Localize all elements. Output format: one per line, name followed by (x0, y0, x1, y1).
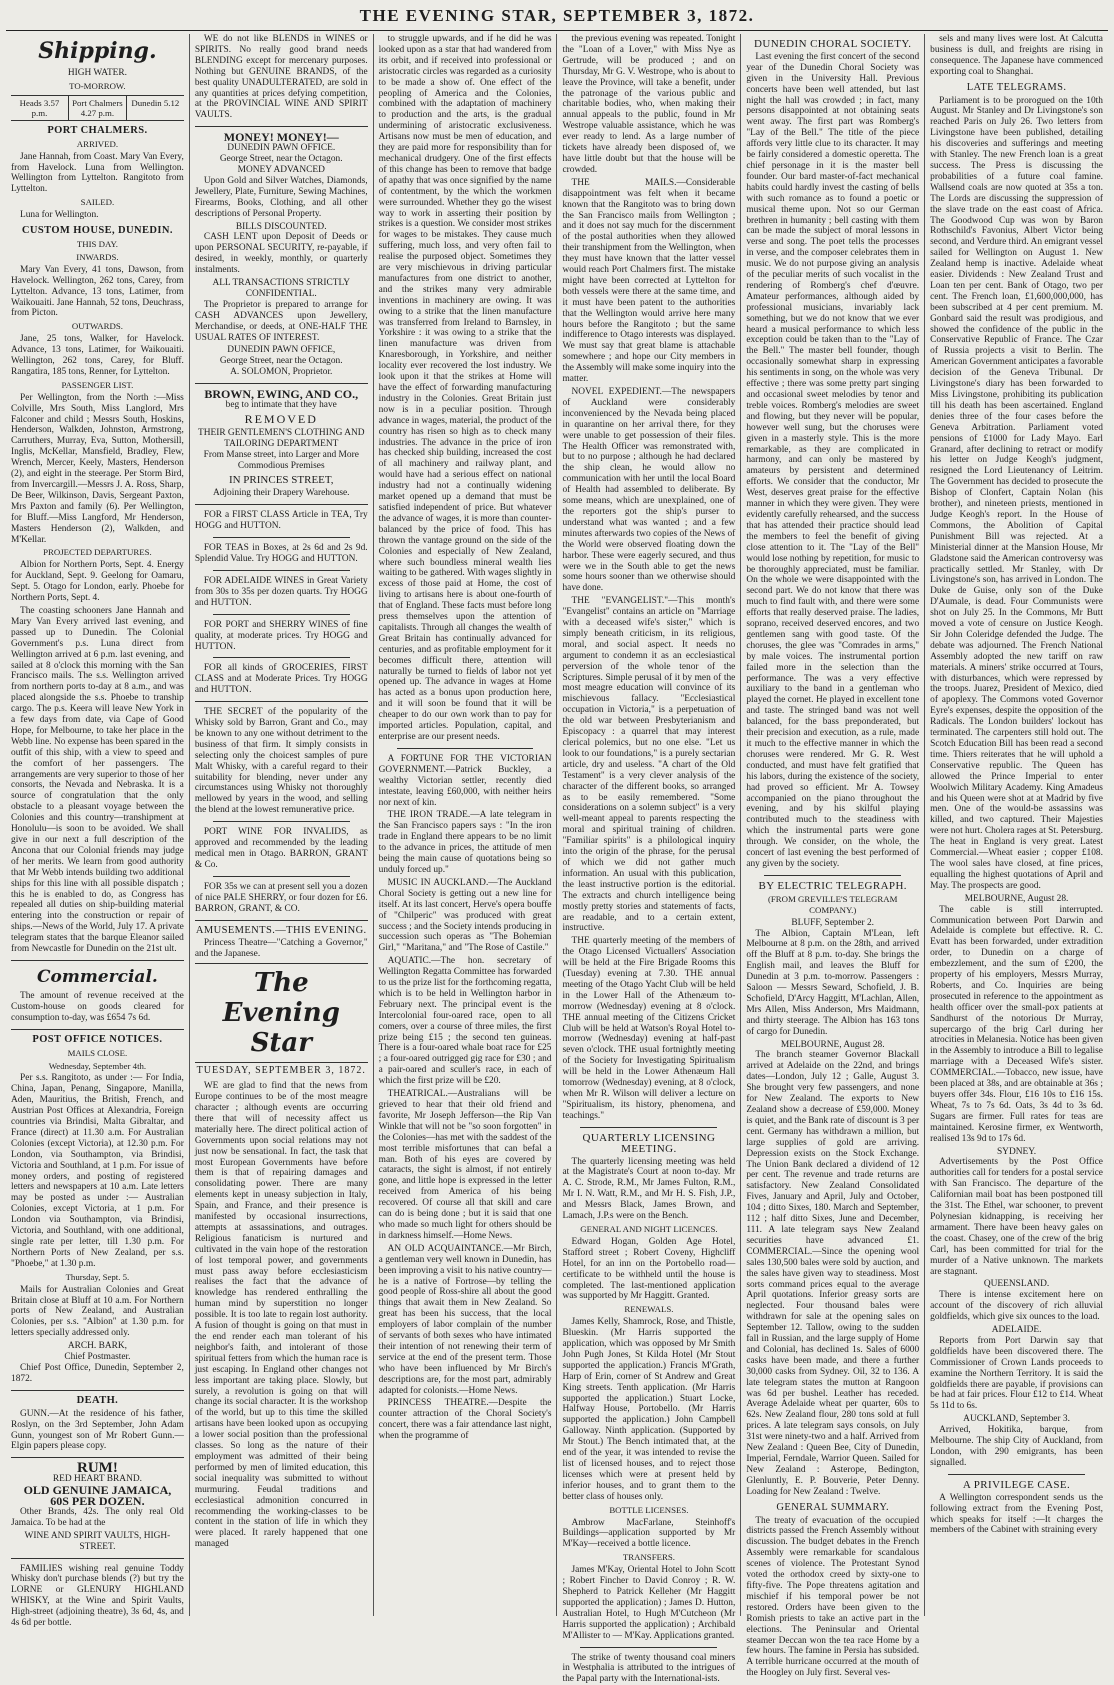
privilege-text: A Wellington correspondent sends us the following extract from the Evening Post, which speaks for itself :—It charges the members of the Cabinet with straining every (930, 1493, 1103, 1537)
divider (764, 875, 901, 876)
sailed-text: Luna for Wellington. (11, 210, 184, 221)
ad-wines-1: FOR ADELAIDE WINES in Great Variety from 30s to 35s per dozen quarts. Try HOGG and HUTTON. (195, 576, 368, 609)
custom-house-heading: CUSTOM HOUSE, DUNEDIN. (11, 226, 184, 237)
high-water-heading: HIGH WATER. (11, 68, 184, 79)
mails-item: THE MAILS.—Considerable disappointment was felt when it became known that the Rangitoto was to bring down the San Francisco mails from Wellington ; and it does not say much for the discernment of the postal authorities when they allowed their transhipment from the Wellington, when they must have known that the latter vessel would reach Port Chalmers first. The mistake might have been corrected at Lyttelton for both vessels were there at the same time, and it must have been patent to the authorities that the Wellington would arrive here many hours before the Rangitoto ; but the same indifference to Otago interests was displayed. We must say that great blame is attachable somewhere ; and hope our City members in the Assembly will make some inquiry into the matter. (562, 178, 735, 385)
privilege-heading: A PRIVILEGE CASE. (930, 1480, 1103, 1491)
outwards-heading: OUTWARDS. (11, 321, 184, 332)
renewals-heading: RENEWALS. (562, 1304, 735, 1315)
arrived-text: Jane Hannah, from Coast. Mary Van Every, from Havelock. Luna from Wellington. Wellington from Lyttelton. Rangitoto from Lyttelton. (11, 152, 184, 196)
masthead: THE EVENING STAR, SEPTEMBER 3, 1872. (6, 0, 1108, 31)
divider (397, 748, 534, 749)
thursday-label: Thursday, Sept. 5. (11, 1272, 184, 1283)
iron-trade-item: THE IRON TRADE.—A late telegram in the San Francisco papers says : "In the iron trade in England there appears to be no limit to the advance in prices, the attitude of men being the main cause of quotations being so unduly forced up." (379, 810, 552, 875)
summary-heading: GENERAL SUMMARY. (746, 1503, 919, 1514)
amusements-heading: AMUSEMENTS.—THIS EVENING. (195, 926, 368, 937)
music-item: MUSIC IN AUCKLAND.—The Auckland Choral Society is getting out a new line for itself. At its last concert, Herve's opera bouffe of "Chilperic" was produced with great success ; and the Society intends producing in succession such operas as "The Bohemian Girl," "Maritana," and "The Rose of Castile." (379, 878, 552, 954)
ad-tea-2: FOR TEAS in Boxes, at 2s 6d and 2s 9d. Splendid Value. Try HOGG and HUTTON. (195, 543, 368, 565)
pawn-office: DUNEDIN PAWN OFFICE. (195, 143, 368, 154)
divider (11, 1457, 184, 1458)
renewals-text: James Kelly, Shamrock, Rose, and Thistle, Blueskin. (Mr Harris supported the application, which was opposed by Mr Smith John Pugh Jones, St Kilda Hotel (Mr Stout supported the application.) Francis M'Grath, Harp of Erin, corner of St Andrew and Great King streets. Tenth application. (Mr Harris supported the application.) Stuart Locke, Halfway House, Portobello. (Mr Harris supported the application.) John Campbell Galloway. Ninth application. (Supported by Mr Stout.) The Bench intimated that, at the end of the year, it was intended to revise the list of licensed houses, and to reject those licenses which were at present held by inferior houses, and to grant them to the better class of houses only. (562, 1317, 735, 1502)
in-princes: IN PRINCES STREET, (195, 475, 368, 486)
transfers-heading: TRANSFERS. (562, 1552, 735, 1563)
acquaintance-item: AN OLD ACQUAINTANCE.—Mr Birch, a gentleman very well known in Dunedin, has been improving a visit to his native country—he is a native of Fortrose—by telling the good people of Ross-shire all about the good things that await them in New Zealand. So great has been his success, that the local employers of labor complain of the number of servants of both sexes who have intimated their intention of not renewing their term of service at the end of the present term. Those who have been influenced by Mr Birch's descriptions are, for the most part, admirably adapted for colonists.—Home News. (379, 1244, 552, 1397)
ad-tea-1: FOR a FIRST CLASS Article in TEA, Try HOGG and HUTTON. (195, 510, 368, 532)
passenger-text: Per Wellington, from the North :—Miss Colville, Mrs South, Miss Langlord, Mrs Falconer and child ; Messrs South, Hoskins, Henderson, Walkden, Johnston, Armstrong, Carruthers, Murray, Eva, Sutton, Mothersill, Inglis, McKellar, Mansfield, Bradley, Flew, Wrench, Mercer, Keely, Masters, Henderson (2), and eight in the steerage. Per Storm Bird, from Invercargill.—Messrs J. A. Ross, Sharp, De Beer, Wilkinson, Davis, Sergeant Paxton, Mrs Paxton and family (6). Per Wellington, for Bluff.—Miss Langford, Mr Henderson, Masters Henderson (2), Walkden, and M'Kellar. (11, 393, 184, 546)
red-heart: RED HEART BRAND. (11, 1474, 184, 1485)
paper-title: The Evening Star (195, 968, 368, 1058)
chief-postmaster: Chief Postmaster. (11, 1352, 184, 1363)
bottle-heading: BOTTLE LICENSES. (562, 1505, 735, 1516)
melbourne-text: The branch steamer Governor Blackall arrived at Adelaide on the 22nd, and brings dates—London, July 12 ; Galle, August 3. She brought very few passengers, and none for New Zealand. The exports to New Zealand show a decrease of £59,000. Money is quiet, and the Bank rate of discount is 3 per cent. Germany has withdrawn a million, but large supplies of gold are arriving. Depression exists on the Stock Exchange. The Union Bank declared a dividend of 12 per cent. The revenue and trade returns are satisfactory. New Zealand Consolidated Fives, January and April, July and October, 104 ; ditto Sixes, 180. March and September, 112 ; half ditto Sixes, June and December, 111. A late telegram says New Zealand securities have advanced £1. COMMERCIAL.—Since the opening wool sales 130,500 bales were sold by auction, and the sales have given way to steadiness. Most sorts command prices equal to the average April quotations. Inferior greasy sorts are neglected. Four thousand bales were withdrawn for sale at the opening sales on September 12. Tallow, owing to the sudden fall in Russian, and the large supply of Home and Colonial, has declined 1s. Sales of 6000 casks have been made, and there a further 30,000 casks from Sydney. Oil, 32 to 136. A late telegram states the mutton at Rangoon was 6d per bushel. Leather has receded. Average Adelaide wheat per quarter, 60s to 62s. New Zealand flour, 280 tons sold at full prices. A late telegram says consols, on July 31st were ninety-two and a half. Arrived from New Zealand : Queen Bee, City of Dunedin, Imperial, Ferndale, Warrior Queen. Sailed for New Zealand : Asterope, Bedington, Glenluntly, E. P. Bouverie, Peter Denny. Loading for New Zealand : Twelve. (746, 1050, 919, 1497)
proprietor-text: The Proprietor is prepared to arrange for CASH ADVANCES upon Jewellery, Merchandise, or deeds, at ONE-HALF THE USUAL RATES OF INTEREST. (195, 300, 368, 344)
licensing-heading: QUARTERLY LICENSING MEETING. (562, 1133, 735, 1155)
novel-item: NOVEL EXPEDIENT.—The newspapers of Auckland were considerably inconvenienced by the Nevada being placed in quarantine on her arrival there, for they were unable to get possession of their files. The Health Officer was remonstrated with, but to no purpose ; although he had declared the ship clean, he would allow no communication with her until the local Board of Health had assembled to deliberate. By some means, which are unexplained, one of the reporters got the ship's purser to understand what was wanted ; and a few minutes afterwards two copies of the News of the World were observed floating down the harbor. These were eagerly secured, and thus were we in the South able to get the news some hours sooner than we otherwise should have done. (562, 387, 735, 594)
adjoining: Adjoining their Drapery Warehouse. (195, 488, 368, 499)
evangelist-item: THE "EVANGELIST."—This month's "Evangelist" contains an article on "Marriage with a deceased wife's sister," which is simply beneath criticism, in its religious, moral, and social aspect. It needs no argument to condemn it as an ecclesiastical perversion of the whole tenor of the Scriptures. Simple perusal of it by men of the most meagre education will convince of its mischievous fallacy. "Ecclesiastical occupation in Victoria," is a perpetuation of the old war between Presbyterianism and Episcopacy : a quarrel that may interest clerical polemics, but no one else. "Let us look to our foundations," is a purely sectarian article, dry and useless. "A chart of the Old Testament" is a very clever analysis of the character of the different books, so arranged as to be easily remembered. "Some considerations on a solemn subject" is a very well-meant appeal to parents respecting the moral and spiritual training of children. "Familiar spirits" is a philological inquiry into the origin of the phrase, for the perusal of which we did not gather much information. An usual with this publication, the least instructive portion is the editorial. The extracts and church intelligence being mostly pretty stories and statements of facts, are readable, and to a certain extent, instructive. (562, 596, 735, 934)
pawn-office-2: DUNEDIN PAWN OFFICE, (195, 345, 368, 356)
column-5 (741, 34, 925, 1616)
projected-text: Albion for Northern Ports, Sept. 4. Energy for Auckland, Sept. 9. Geelong for Oamaru, Sept. 5. Otago for London, early. Phoebe for Northern Ports, Sept. 4. (11, 560, 184, 604)
brown-text: beg to intimate that they have (195, 400, 368, 411)
divider (580, 1127, 717, 1128)
mails-close-heading: MAILS CLOSE. (11, 1048, 184, 1059)
column-4 (557, 34, 741, 1616)
late-telegrams-heading: LATE TELEGRAMS. (930, 83, 1103, 94)
column-1 (6, 34, 190, 1616)
general-licences-text: Edward Hogan, Golden Age Hotel, Stafford street ; Robert Coveny, Highcliff Hotel, for an inn on the Portobello road—certificate to be withheld until the house is completed. The last-mentioned application was supported by Mr Haggitt. Granted. (562, 1237, 735, 1302)
sydney-text: Advertisements by the Post Office authorities call for tenders for a postal service with San Francisco. The departure of the Californian mail boat has been postponed till the 31st. The Ethel, war schooner, to prevent Polynesian kidnapping, is receiving her armament. There have been heavy gales on the coast. Chasey, one of the crew of the brig Carl, has been committed for trial for the murder of a Native unknown. The markets are stagnant. (930, 1157, 1103, 1277)
divider (11, 960, 184, 961)
tide-table (11, 95, 184, 121)
money-heading: MONEY! MONEY!— (195, 132, 368, 143)
mails-text: Per s.s. Rangitoto, as under :— For India, China, Japan, Penang, Singapore, Manilla, Aden, Mauritius, the British, French, and Austrian Post Offices at Alexandria, Foreign countries via Brindisi, Malta Gibraltar, and France (direct) at 11.30 a.m. For Australian Colonies (except Victoria), at 12.30 p.m. For London, via Southampton, via Brindisi, Victoria and Southland, at 1 p.m. For issue of money orders, and posting of registered letters and newspapers at 10 a.m. Late letters may be posted as under :— Australian Colonies, except Victoria, at 1 p.m. For London via Southampton, via Brindisi, Victoria, and Southland, with one additional, single rate per letter, till 1.30 p.m. For Northern Ports of New Zealand, per s.s. "Phoebe," at 1.30 p.m. (11, 1073, 184, 1269)
inwards-text: Mary Van Every, 41 tons, Dawson, from Havelock. Wellington, 262 tons, Carey, from Lyttelton. Advance, 13 tons, Latimer, from Waikouaiti. Jane Hannah, 52 tons, Deuchrass, from Picton. (11, 265, 184, 320)
divider (580, 1647, 717, 1648)
old-genuine: OLD GENUINE JAMAICA, (11, 1485, 184, 1496)
families-ad: FAMILIES wishing real genuine Toddy Whisky don't purchase blends (?) but try the LORNE or GLENURY HIGHLAND WHISKY, at the Wine and Spirit Vaults, High-street (adjoining theatre), 3s 6d, 4s, and 4s 6d per bottle. (11, 1564, 184, 1629)
bluff-date: BLUFF, September 2. (746, 918, 919, 929)
divider (213, 570, 350, 571)
transfers-text: James M'Kay, Oriental Hotel to John Scott ; Robert Fincher to David Conroy ; R. W. Shepherd to Patrick Kelleher (Mr Haggitt supported the application) ; James D. Hutton, Australian Hotel, to Hugh M'Cutcheon (Mr Harris supported the application) ; Archibald M'Allister to — M'Kay. Applications granted. (562, 1565, 735, 1641)
column-6 (925, 34, 1108, 1616)
paper-title-box (195, 963, 368, 1063)
newspaper-page (0, 31, 1114, 1616)
fortune-item: A FORTUNE FOR THE VICTORIAN GOVERNMENT.—Patrick Buckley, a wealthy Victorian settler, recently died intestate, leaving £60,000, with neither heirs nor next of kin. (379, 754, 552, 809)
editorial-cont: to struggle upwards, and if he did he was looked upon as a star that had wandered from its orbit, and if received into professional or aristocratic circles was regarded as a curiosity to be made a show of. One effect of the peopling of America and the Colonies, combined with the adaptation of machinery to production and the arts, is the gradual undermining of aristocratic exclusiveness. Artisans now must be men of education, and they are paid more for responsibility than for mechanical drudgery. One of the first effects of this change has been to remove that badge of apathy that was once signified by the name of contentment, by the which the workmen were surrounded. Whether they go the wisest way to work in asserting their position by strikes is a question. We consider most strikes for wages to be mistakes. They cause much suffering, much loss, and very often fail to realise the purposed object. Sometimes they are very mischievous in driving particular manufactures from one district to another, and the strikes many very admirable inventions in machinery are owing. It was owing to a strike that the linen manufacture was transferred from Ireland to Barnsley, in Yorkshire : it was owing to a strike that the linen manufacture was driven from Knaresborough, in Yorkshire, and neither locality ever recovered the lost industry. We look upon it that the strikes at Home will have the effect of forwarding manufacturing industry in the Colonies. Great Britain just now is in a peculiar position. Through advance in wages, material, the product of the country has risen so high as to check many industries. The advance in the price of iron has checked ship building, increased the cost of all machinery and railway plant, and would have had a serious effect on national industry had not a continually widening market opened up a demand that must be satisfied independent of price. But whatever the advance of wages, it is more than counter-balanced by the price of food. This has thrown the vantage ground on the side of the Colonies and especially of New Zealand, where such boundless mineral wealth lies waiting to be gathered. With wages slightly in excess of those paid at Home, the cost of living to artisans here is about one-fourth of that of England. These facts must before long press themselves upon the attention of capitalists. Through all changes the wealth of Great Britain has continually advanced for centuries, and as profitable employment for it becomes difficult there, attention will naturally be turned to fields of labor not yet opened up. The advance in wages at Home has acted as a bonus upon production here, and it will soon be found that it will be cheaper to do our own work than to pay for imported articles. Population, capital, and enterprise are our present needs. (379, 34, 552, 743)
summary-text: The treaty of evacuation of the occupied districts passed the French Assembly without discussion. The budget debates in the French Assembly were remarkable for scandalous scenes of violence. The Protestant Synod voted the orthodox creed by sixty-one to fifty-five. The Pope threatens agitation and mischief if his temporal power be not restored. Orders have been given to the Romish priests to take an active part in the elections. The Peninsular and Oriental steamer Deccan won the tea race Home by a few hours. The famine in Persia has subsided. A terrible hurricane occurred at the mouth of the Hoogley on July first. Several ves- (746, 1516, 919, 1680)
cash-lent: CASH LENT upon Deposit of Deeds or upon PERSONAL SECURITY, re-payable, if desired, in weekly, monthly, or quarterly instalments. (195, 232, 368, 276)
death-text: GUNN.—At the residence of his father, Roslyn, on the 3rd September, John Adam Gunn, youngest son of Mr Robert Gunn.—Elgin papers please copy. (11, 1409, 184, 1453)
clothing-dept: THEIR GENTLEMEN'S CLOTHING AND TAILORING DEPARTMENT (195, 428, 368, 450)
licensing-text: The quarterly licensing meeting was held at the Magistrate's Court at noon to-day. Mr A. C. Strode, R.M., Mr James Fulton, R.M., Mr I. N. Watt, R.M., and Mr H. S. Fish, J.P., and Messrs Black, James Brown, and Lamach, J.P.s were on the Bench. (562, 1157, 735, 1222)
theatrical-item: THEATRICAL.—Australians will be grieved to hear that their old friend and favorite, Mr Joseph Jefferson—the Rip Van Winkle that will not be "so soon forgotten" in the Colonies—has met with the saddest of the most terrible misfortunes that can befal a man. Both of his eyes are covered by cataracts, the sight is almost, if not entirely gone, and little hope is expressed in the letter received from America of his being recovered. Of course all that skill and care can do is being done ; but it is said that one who made so much light for others should be in darkness himself.—Home News. (379, 1089, 552, 1242)
late-telegrams-text: Parliament is to be prorogued on the 10th August. Mr Stanley and Dr Livingstone's son reached Paris on July 26. Two letters from Livingstone have been published, detailing his discoveries and sufferings and meeting with Stanley. The new French loan is a great success. The Press is discussing the probabilities of a future coal famine. Wallsend coals are now quoted at 35s a ton. The Lords are discussing the suppression of the slave trade on the east coast of Africa. The Goodwood Cup was won by Baron Rothschild's Favonius, Albert Victor being second, and Verdure third. An emigrant vessel sailed for Wellington on August 1. New Zealand hemp is inactive. Adelaide wheat easier. Dividends : New Zealand Trust and Loan ten per cent. Bank of Otago, two per cent. The French loan, £1,600,000,000, has been subscribed at 4 per cent premium. M. Gonbard said the result was prodigious, and showed the confidence of the public in the Conservative Republic of France. The Czar of Russia projects a visit to Berlin. The American Government anticipates a favorable decision of the Geneva Tribunal. Dr Livingstone's diary has been forwarded to Miss Livingstone, prohibiting its publication till his death has been ascertained. England denies three of the four cases before the Geneva Arbitration. Parliament voted pensions of £1000 for Lady Mayo. Earl Granard, after declining to retract or modify his letter on Judge Keogh's judgment, resigned the Lord Lieutenancy of Leitrim. The Government has decided to prosecute the Bishop of Clonfert, Captain Nolan (his brother), and nineteen priests, mentioned in Judge Keogh's report. In the House of Commons, the Abolition of Capital Punishment Bill was rejected. At a Ministerial dinner at the Mansion House, Mr Gladstone said the American controversy was practically settled. Mr Stanley, with Dr Livingstone's son, has arrived in London. The Duke de Guise, only son of the Duke D'Aumale, is dead. Four Communists were shot on July 25. In the Commons, Mr Butt moved a vote of censure on Justice Keogh. Sir John Coleridge defended the Judge. The debate was adjourned. The French National Assembly adopted the new tariff on raw materials. A miners' strike occurred at Tours, with disturbances, which were repressed by the troops. Juarez, President of Mexico, died of apoplexy. The Commons voted Governor Eyre's expenses, despite the opposition of the Radicals. The London builders' lockout has terminated. The carpenters still hold out. The Scotch Education Bill has been read a second time. Thiers reiterates that he will uphold a Conservative republic. The Queen has allowed the Prince Imperial to enter Woolwich Military Academy. King Amadeus and his Queen were shot at at Madrid by five men. One of the would-be assassins was killed, and two captured. Their Majesties were not hurt. Cholera rages at St. Petersburg. The heat in England is very great. Latest Commercial.—Wheat easier ; copper £108. The wool sales have closed, at fine prices, equalling the highest quotations of April and May. The prospects are good. (930, 96, 1103, 892)
pawn-text: Upon Gold and Silver Watches, Diamonds, Jewellery, Plate, Furniture, Sewing Machines, Firearms, Books, Clothing, and all other descriptions of Personal Property. (195, 176, 368, 220)
melbourne-date: MELBOURNE, August 28. (746, 1040, 919, 1051)
summary-cont: sels and many lives were lost. At Calcutta business is dull, and freights are rising in consequence. The Japanese have commenced exporting coal to Shanghai. (930, 34, 1103, 78)
pawn-address-2: George Street, near the Octagon. (195, 356, 368, 367)
ad-port: PORT WINE FOR INVALIDS, as approved and recommended by the leading medical men in Otago. BARRON, GRANT & Co. (195, 827, 368, 871)
shipping-news: The coasting schooners Jane Hannah and Mary Van Every arrived last evening, and passed up to Dunedin. The Colonial Government's p.s. Luna direct from Wellington arrived at 6 p.m. last evening, and sailed at 8 o'clock this morning with the San Francisco mails. The s.s. Wellington arrived from northern ports to-day at 8 a.m., and was placed alongside the s.s. Phoebe to tranship cargo. The p.s. Keera will leave New York in a few days from date, via Cape of Good Hope, for Melbourne, to take her place in the Webb line. No expense has been spared in the outfit of this ship, with a view to speed and the comfort of her passengers. The arrangements are very superior to those of her consorts, the Nevada and Nebraska. It is a source of congratulation that the only obstacle to a pleasant voyage between the Colonies and this country—transhipment at Honolulu—is soon to be avoided. We shall give in our next a full description of the Ancona that our Colonial friends may judge of her merits. We learn from good authority that Mr Webb intends building two additional ships for this line with all possible dispatch ; this he is enabled to do, as Congress has repealed all duties on ship-building material entering into the construction or repair of ships.—News of the World, July 17. A private telegram states that the barque Eleanor sailed from Newcastle for Dunedin on the 21st ult. (11, 606, 184, 955)
sailed-heading: SAILED. (11, 197, 184, 208)
ad-secret: THE SECRET of the popularity of the Whisky sold by Barron, Grant and Co., may be known to any one without detriment to the business of that firm. It simply consists in selecting only the choicest samples of pure Malt Whisky, with a careful regard to their suitability for blending, never under any circumstances using Whisky not thoroughly mellowed by years in the wood, and selling the blend at the lowest remunerative price. (195, 707, 368, 816)
brown-ewing: BROWN, EWING, AND CO., (195, 389, 368, 400)
tomorrow-label: TO-MORROW. (11, 81, 184, 92)
queensland-heading: QUEENSLAND. (930, 1279, 1103, 1290)
amusements-text: Princess Theatre—"Catching a Governor," and the Japanese. (195, 938, 368, 960)
divider (11, 1390, 184, 1391)
projected-heading: PROJECTED DEPARTURES. (11, 547, 184, 558)
divider (11, 1029, 184, 1030)
arch-bark: ARCH. BARK, (11, 1341, 184, 1352)
column-2 (190, 34, 374, 1616)
commercial-heading: Commercial. (11, 966, 184, 988)
solomon-proprietor: A. SOLOMON, Proprietor. (195, 367, 368, 378)
this-day-label: THIS DAY. (11, 239, 184, 250)
column-3 (374, 34, 558, 1616)
melbourne-text-2: The cable is still interrupted. Communication between Port Darwin and Adelaide is complete but effective. R. C. Evatt has been forwarded, under extradition order, to Dunedin on a charge of embezzlement, and the sum of £200, the property of his employers, Messrs Murray, Roberts, and Co. Inquiries are being prosecuted in reference to the appointment as health officer over the small-pox patients at Sandhurst of the notorious Dr Murray, supercargo of the brig Carl during her atrocities in Melanesia. Notice has been given in the Assembly to introduce a Bill to legalise marriage with a Deceased Wife's sister. COMMERCIAL.—Tobacco, new issue, have been placed at 38s, and are obtainable at 36s ; buyers offer 34s. Flour, £16 10s to £16 15s. Wheat, 7s to 7s 6d. Oats, 3s 4d to 3s 6d. Sugars are firmer. Full rates for teas are maintained. Kerosine firmer, ex Wentworth, realised 13s 9d to 17s 6d. (930, 905, 1103, 1145)
wednesday-label: Wednesday, September 4th. (11, 1061, 184, 1072)
per-dozen: 60S PER DOZEN. (11, 1496, 184, 1507)
from-manse: From Manse street, into Larger and More Commodious Premises (195, 450, 368, 472)
tide-heads: Heads 3.57 p.m. (11, 96, 69, 120)
death-heading: DEATH. (11, 1396, 184, 1407)
melbourne-date-2: MELBOURNE, August 28. (930, 894, 1103, 905)
divider (213, 821, 350, 822)
removed: REMOVED (195, 414, 368, 425)
divider (213, 537, 350, 538)
queensland-text: There is intense excitement here on account of the discovery of rich alluvial goldfields, which give six ounces to the load. (930, 1290, 1103, 1323)
princess-cont: the previous evening was repeated. Tonight the "Loan of a Lover," with Miss Nye as Gertrude, will be produced ; and on Thursday, Mr G. V. Westrope, who is about to leave the Province, will take a benefit, under the patronage of the various public and charitable bodies, who, when making their annual appeals to the public, found in Mr Westrope valuable assistance, which he was ever ready to lend. As a large number of tickets have already been disposed of, we have little doubt but that the house will be crowded. (562, 34, 735, 176)
inwards-heading: INWARDS. (11, 252, 184, 263)
divider (195, 383, 368, 384)
ad-sherry: FOR 35s we can at present sell you a dozen of nice PALE SHERRY, or four dozen for £6. BARRON, GRANT, & CO. (195, 882, 368, 915)
divider (11, 1558, 184, 1559)
ad-blends: WE do not like BLENDS in WINES or SPIRITS. No really good brand needs BLENDING except for mercenary purposes. Nothing but GENUINE BRANDS, of the best quality UNADULTERATED, are sold in any quantities at prices defying competition, at the PROVINCIAL WINE AND SPIRIT VAULTS. (195, 34, 368, 121)
wine-vaults: WINE AND SPIRIT VAULTS, HIGH-STREET. (11, 1531, 184, 1553)
sydney-heading: SYDNEY. (930, 1147, 1103, 1158)
divider (195, 920, 368, 921)
auckland-date: AUCKLAND, September 3. (930, 1414, 1103, 1425)
all-transactions: ALL TRANSACTIONS STRICTLY CONFIDENTIAL. (195, 278, 368, 300)
meeting-notices: THE quarterly meeting of the members of the Otago Licensed Victuallers' Association will be held at the Fire Brigade Rooms this (Tuesday) evening at 7.30. THE annual meeting of the Otago Yacht Club will be held in the Lower Hall of the Athenæum to-morrow (Wednesday) evening at 8 o'clock. THE annual meeting of the Citizens Cricket Club will be held at Watson's Royal Hotel to-morrow (Wednesday) evening at half-past seven o'clock. THE usual fortnightly meeting of the Society for Investigating Spiritualism will be held in the Lower Athenæum Hall tomorrow (Wednesday) evening, at 8 o'clock, when Mr R. Wilson will deliver a lecture on "Spiritualism, its history, phenomena, and teachings." (562, 936, 735, 1121)
commercial-text: The amount of revenue received at the Custom-house on goods cleared for consumption to-day, was £654 7s 6d. (11, 991, 184, 1024)
divider (195, 701, 368, 702)
divider (213, 657, 350, 658)
divider (195, 504, 368, 505)
choral-text: Last evening the first concert of the second year of the Dunedin Choral Society was given in the University Hall. Previous concerts have been well attended, but last night the hall was crowded ; in fact, many persons disappointed at not obtaining seats went away. The first part was Romberg's "Lay of the Bell." The title of the piece affords very little clue to its character. It may be fairly considered a domestic operetta. The chief personage in it is the master bell founder. Our bard master-of-fact mechanical habits could hardly invest the casting of bells with such romance as to found a poetic or musical theme upon. Not so our German brethren in humanity ; bell casting with them can be made the subject of moral lessons in verse and song. The poet tells the processes in verse, and the composer celebrates them in music. We do not purpose giving an analysis of the peculiar merits of such vocalist in the rendering of Romberg's chef d'œuvre. Amateur performances, although aided by professional musicians, invariably lack something, but we do not know that we ever heard a musical performance to which less exception could be taken than to the "Lay of the Bell." The master bell founder, though occasionally somewhat sharp in expressing his sentiments in song, on the whole was very effective ; there was some pretty part singing and occasional sweet melodies by tenor and treble voices. Romberg's melodies are sweet and flowing, but they never will be popular, however well sung, but the choruses were given in a masterly style. This is the more remarkable, as they are complicated in harmony, and can only be mastered by amateurs by persistent and determined efforts. We consider that the conductor, Mr West, deserves great praise for the effective manner in which they were given. They were evidently carefully rehearsed, and the success that has attended their practice should lead the members to feel the benefit of giving close attention to it. The "Lay of the Bell" would lose nothing by repetition, for music to be thoroughly appreciated, must be familiar. On the whole we were disappointed with the second part. We do not know that there was much to find fault with, and there were some efforts that really deserved praise. The ladies, soprano, received deserved encores, and two gentlemen sang with good taste. Of the choruses, the glee was "Comrades in arms," by male voices. The instrumental portion failed more in the selection than the performance. The was a very effective auxiliary to the band in a gentleman who played the cornet. He played in excellent tone and taste. The stringed band was not well balanced, for the bass preponderated, but their precision and execution, as a rule, made it much to the effective manner in which the choruses were rendered. Mr G. R. West conducted, and must have felt gratified that his labors, during the existence of the society, had proved so efficient. Mr A. Towsey accompanied on the piano throughout the evening, and by his skilful playing contributed much to the steadiness with which the instrumental parts were gone through. We consider, on the whole, the concert of last evening the best performed of any given by the society. (746, 52, 919, 870)
divider (213, 876, 350, 877)
tide-port: Port Chalmers 4.27 p.m. (69, 96, 127, 120)
adelaide-text: Reports from Port Darwin say that goldfields have been discovered there. The Commissioner of Crown Lands proceeds to examine the Northern Territory. It is said the goldfields there are payable, if provisions can be had at fair prices. Flour £12 to £14. Wheat 5s 11d to 6s. (930, 1336, 1103, 1412)
divider (213, 614, 350, 615)
post-office-heading: POST OFFICE NOTICES. (11, 1035, 184, 1046)
bluff-text: The Albion, Captain M'Lean, left Melbourne at 8 p.m. on the 28th, and arrived off the Bluff at 8 p.m. to-day. She brings the English mail, and leaves the Bluff for Dunedin at 3 p.m. to-morrow. Passengers : Saloon — Messrs Seward, Schofield, J. B. Schofield, D'Arcy Haggitt, M'Lachlan, Allen, Mrs Allen, Miss Anderson, Mrs Maidmann, and thirty steerage. The Albion has 163 tons of cargo for Dunedin. (746, 929, 919, 1038)
rum-heading: RUM! (11, 1463, 184, 1474)
strike-item: The strike of twenty thousand coal miners in Westphalia is attributed to the intrigues of the Papal party with the International-ists. (562, 1653, 735, 1685)
aquatic-item: AQUATIC.—The hon. secretary of Wellington Regatta Committee has forwarded to us the prize list for the forthcoming regatta, which is to be held in Wellington harbor in February next. The principal event is the Intercolonial four-oared race, open to all comers, over a course of three miles, the first prize being £15 ; the second ten guineas. There is a four-oared whale boat race for £25 ; a four-oared outrigged gig race for £30 ; and a pair-oared and sculler's race, in each of which the first prize will be £20. (379, 956, 552, 1087)
pawn-address: George Street, near the Octagon. (195, 154, 368, 165)
ad-wines-2: FOR PORT and SHERRY WINES of fine quality, at moderate prices. Try HOGG and HUTTON. (195, 620, 368, 653)
ad-grocer: FOR all kinds of GROCERIES, FIRST CLASS and at Moderate Prices. Try HOGG and HUTTON. (195, 663, 368, 696)
mails-text-2: Mails for Australian Colonies and Great Britain close at Bluff at 10 a.m. For Northern ports of New Zealand, and Australian Colonies, per s.s. "Albion" at 1.30 p.m. for letters specially addressed only. (11, 1285, 184, 1340)
general-licences-heading: GENERAL AND NIGHT LICENCES. (562, 1224, 735, 1235)
port-chalmers-heading: PORT CHALMERS. (11, 126, 184, 137)
telegraph-heading: BY ELECTRIC TELEGRAPH. (746, 881, 919, 892)
paper-date: TUESDAY, SEPTEMBER 3, 1872. (195, 1066, 368, 1077)
other-brands: Other Brands, 42s. The only real Old Jamaica. To be had at the (11, 1507, 184, 1529)
outwards-text: Jane, 25 tons, Walker, for Havelock. Advance, 13 tons, Latimer, for Waikouaiti. Wellington, 262 tons, Carey, for Bluff. Rangatira, 185 tons, Renner, for Lyttelton. (11, 334, 184, 378)
tide-dunedin: Dunedin 5.12 (127, 96, 184, 120)
money-advanced: MONEY ADVANCED (195, 165, 368, 176)
arrived-heading: ARRIVED. (11, 139, 184, 150)
bills-discounted: BILLS DISCOUNTED. (195, 222, 368, 233)
adelaide-heading: ADELAIDE. (930, 1325, 1103, 1336)
divider (948, 1474, 1085, 1475)
shipping-heading: Shipping. (11, 38, 184, 64)
auckland-text: Arrived, Hokitika, barque, from Melbourne. The ship City of Auckland, from London, with 290 emigrants, has been signalled. (930, 1425, 1103, 1469)
bottle-text: Ambrow MacFarlane, Steinhoff's Buildings—application supported by Mr M'Kay—received a bottle licence. (562, 1518, 735, 1551)
editorial: WE are glad to find that the news from Europe continues to be of the most meagre character ; although events are occurring there that will of necessity affect us materially here. The direct political action of Governments upon social relations may not just now be sensational. In fact, the task that most European Governments have before them is that of repairing damages and consolidating power. There are many elements kept in uneasy subjection in Italy, Spain, and France, and their presence is manifested by occasional insurrections, attempts at assassinations, and outrages. Religious fanaticism is nurtured and cultivated in the vain hope of the restoration of lost temporal power, and governments must pass away before ecclesiasticism realises the fact that the advance of knowledge has rendered enthralling the human mind by superstition no longer possible. It is too late to regain lost authority. A fusion of thought is going on that must in the end render each man tolerant of his neighbor's faith, and intolerant of those spiritual fetters from which the human race is just escaping. In England other changes not less important are taking place. Slowly, but surely, a revolution is going on that will change its social character. It is the workshop of the world, but up to this time the skilled artisans have been looked upon as occupying a lower social position than the professional classes. So long as the nature of their employment was admitted of their being performed by men of limited education, this social inequality was submitted to without murmuring. Feudal traditions and ecclesiastical admonition concurred in recommending the working-classes to be content in the station of life in which they were placed. It rarely happened that one managed (195, 1081, 368, 1550)
princess-item: PRINCESS THEATRE.—Despite the counter attraction of the Choral Society's concert, there was a fair attendance last night, when the programme of (379, 1398, 552, 1442)
po-sign: Chief Post Office, Dunedin, September 2, 1872. (11, 1363, 184, 1385)
choral-heading: DUNEDIN CHORAL SOCIETY. (746, 39, 919, 50)
divider (195, 126, 368, 127)
passenger-list-heading: PASSENGER LIST. (11, 380, 184, 391)
telegraph-sub: (FROM GREVILLE'S TELEGRAM COMPANY.) (746, 894, 919, 916)
